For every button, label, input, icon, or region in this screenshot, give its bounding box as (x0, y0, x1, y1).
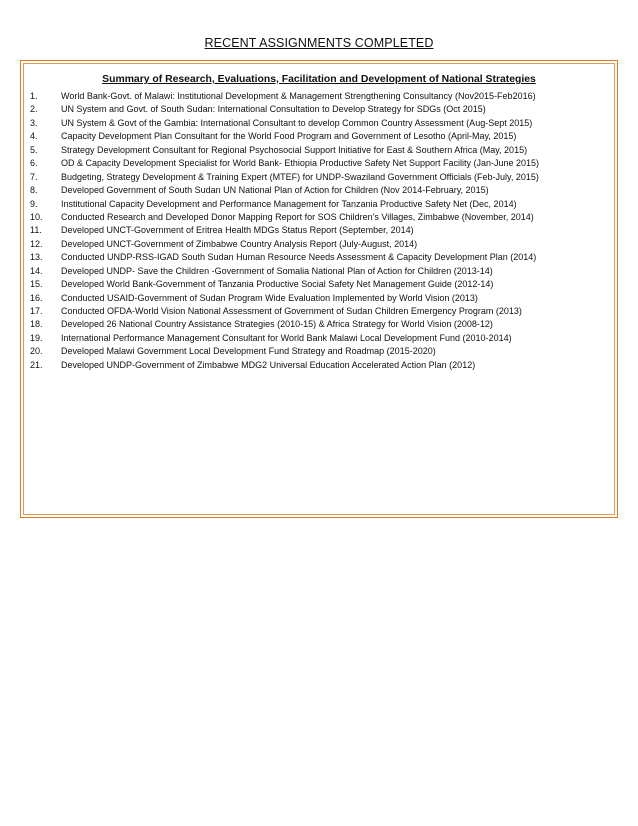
list-item (30, 278, 602, 290)
list-item (30, 251, 602, 263)
list-item (30, 359, 602, 371)
list-item-text: Conducted OFDA-World Vision National Assessment of Government of Sudan Children Emergency Program (2013) (61, 306, 522, 316)
list-item-text: World Bank-Govt. of Malawi: Institutional Development & Management Strengthening Consultancy (Nov2015-Feb2016) (61, 91, 536, 101)
list-item-text: Institutional Capacity Development and Performance Management for Tanzania Productive Safety Net (Dec, 2014) (61, 198, 517, 209)
list-item (30, 157, 602, 169)
list-item-number: 14. (30, 265, 43, 276)
list-item (30, 305, 602, 317)
list-item-text: Strategy Development Consultant for Regional Psychosocial Support Initiative for East & Southern Africa (May, 2015) (61, 144, 528, 155)
list-item-text: Conducted Research and Developed Donor Mapping Report for SOS Children's Villages, Zimbabwe (November, 2014) (61, 211, 534, 222)
list-item (30, 345, 602, 357)
list-item-number: 15. (30, 279, 43, 290)
list-item (30, 332, 602, 344)
list-item (30, 292, 602, 304)
list-item-text: Developed Government of South Sudan UN National Plan of Action for Children (Nov 2014-February, 2015) (61, 185, 489, 196)
list-item-text: Developed UNCT-Government of Zimbabwe Country Analysis Report (July-August, 2014) (61, 238, 418, 249)
list-item-number: 17. (30, 306, 43, 316)
list-item-number: 11. (30, 225, 42, 236)
list-item-text: Conducted UNDP-RSS-IGAD South Sudan Human Resource Needs Assessment & Capacity Development Plan (2014) (61, 252, 537, 263)
list-item-number: 3. (30, 117, 38, 128)
list-item (30, 117, 602, 129)
list-item-text: Developed UNCT-Government of Eritrea Health MDGs Status Report (September, 2014) (61, 225, 414, 236)
list-item-number: 21. (30, 359, 43, 370)
list-item (30, 211, 602, 223)
list-item-text: Developed World Bank-Government of Tanzania Productive Social Safety Net Management Guide (2012-14) (61, 279, 494, 290)
list-item-number: 6. (30, 158, 38, 169)
list-item-text: Capacity Development Plan Consultant for the World Food Program and Government of Lesotho (April-May, 2015) (61, 131, 517, 142)
list-item-text: International Performance Management Consultant for World Bank Malawi Local Development Fund (2010-2014) (61, 332, 512, 343)
list-item-number: 8. (30, 185, 38, 196)
list-item (30, 171, 602, 183)
list-item-number: 2. (30, 104, 38, 115)
list-item (30, 130, 602, 142)
list-item-number: 19. (30, 332, 43, 343)
list-item-text: Developed UNDP-Government of Zimbabwe MDG2 Universal Education Accelerated Action Plan (2012) (61, 359, 476, 370)
list-item-text: Developed Malawi Government Local Development Fund Strategy and Roadmap (2015-2020) (61, 346, 436, 357)
list-item (30, 198, 602, 210)
list-item (30, 184, 602, 196)
list-item-text: OD & Capacity Development Specialist for World Bank- Ethiopia Productive Safety Net Support Facility (Jan-June 2015) (61, 158, 540, 169)
list-item-number: 9. (30, 198, 38, 209)
assignments-list (30, 90, 602, 372)
list-item (30, 103, 602, 115)
list-item (30, 90, 602, 102)
list-item-text: UN System & Govt of the Gambia: International Consultant to develop Common Country Assessment (Aug-Sept 2015) (61, 117, 533, 128)
list-item-text: Budgeting, Strategy Development & Training Expert (MTEF) for UNDP-Swaziland Government Officials (Feb-July, 2015) (61, 171, 539, 182)
page-title: RECENT ASSIGNMENTS COMPLETED (204, 36, 434, 50)
list-item-number: 1. (30, 91, 38, 101)
list-item-text: UN System and Govt. of South Sudan: International Consultation to Develop Strategy for SDGs (Oct 2015) (61, 104, 486, 115)
list-item-number: 5. (30, 144, 38, 155)
list-item (30, 265, 602, 277)
list-item (30, 224, 602, 236)
list-item-number: 12. (30, 238, 43, 249)
list-item-number: 4. (30, 131, 38, 142)
list-item-number: 7. (30, 171, 38, 182)
list-item-number: 10. (30, 211, 43, 222)
list-item (30, 238, 602, 250)
list-item-number: 13. (30, 252, 43, 263)
list-item-text: Conducted USAID-Government of Sudan Program Wide Evaluation Implemented by World Vision (2013) (61, 292, 478, 303)
list-item-number: 16. (30, 292, 43, 303)
list-item-number: 20. (30, 346, 43, 357)
list-item-number: 18. (30, 319, 43, 330)
list-item-text: Developed UNDP- Save the Children -Government of Somalia National Plan of Action for Children (2013-14) (61, 265, 493, 276)
list-item-text: Developed 26 National Country Assistance Strategies (2010-15) & Africa Strategy for World Vision (2008-12) (61, 319, 493, 330)
section-heading: Summary of Research, Evaluations, Facilitation and Development of National Strategies (102, 74, 536, 85)
list-item (30, 144, 602, 156)
list-item (30, 318, 602, 330)
